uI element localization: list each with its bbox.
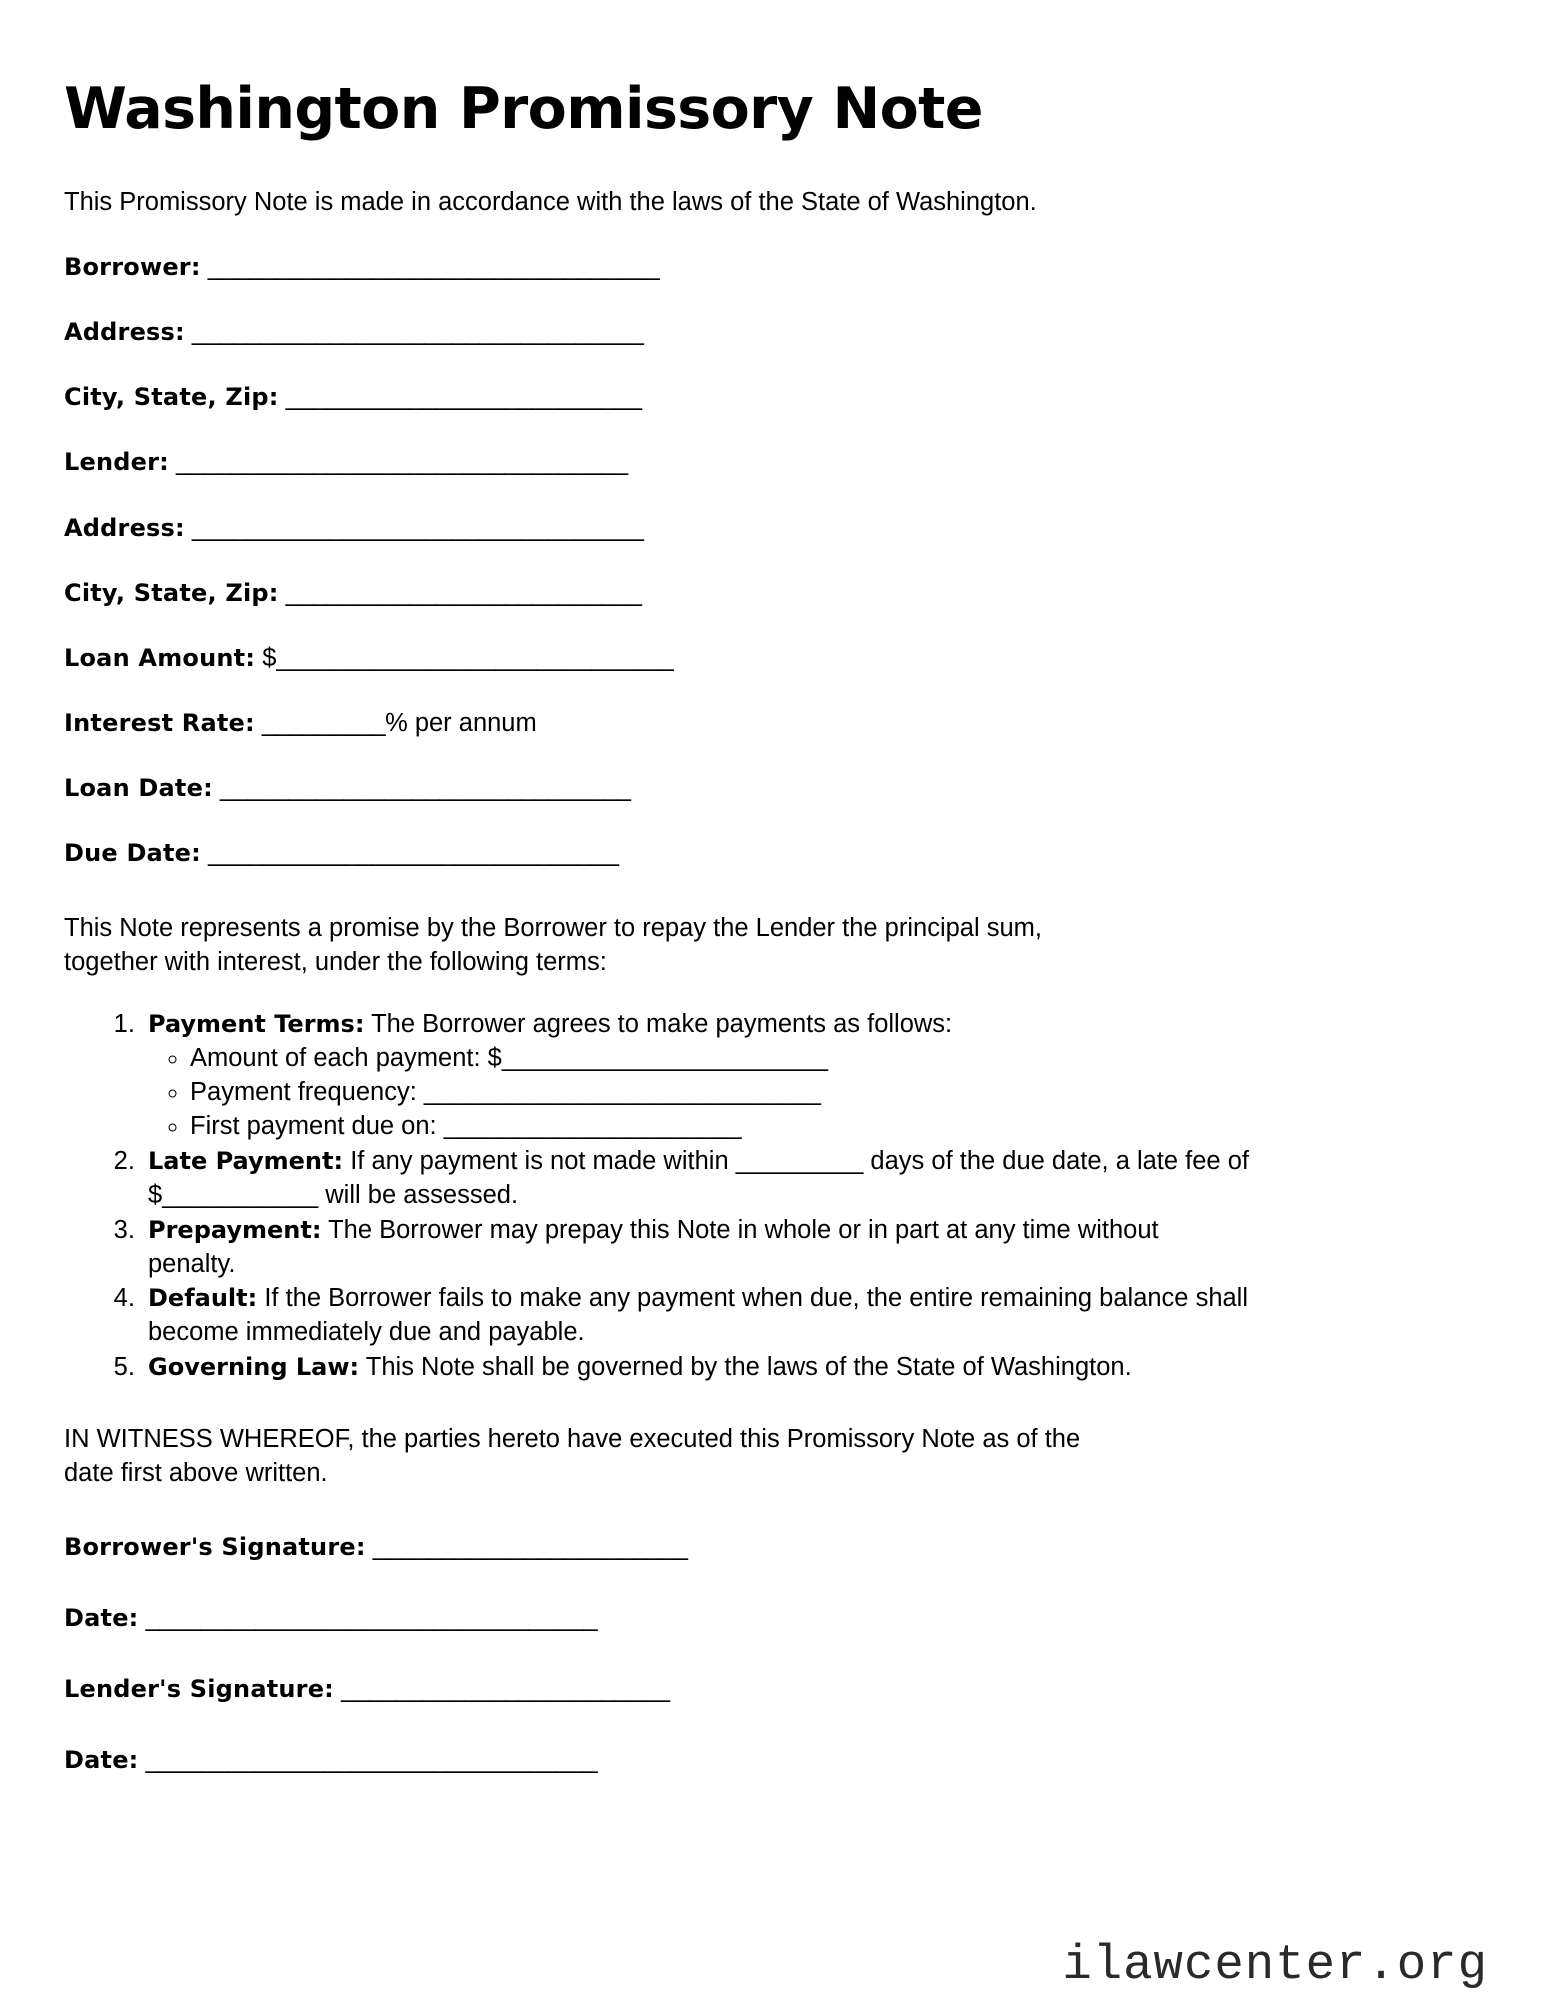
field-blank-interest-rate[interactable]: _________ [261, 708, 386, 737]
field-row-interest-rate [64, 707, 1482, 740]
term-text-default: If the Borrower fails to make any payment when due, the entire remaining balance shall become immediately due and payable. [148, 1284, 1249, 1347]
field-row-loan-amount [64, 642, 1482, 675]
party-fields-section [64, 251, 1482, 870]
field-row-lender-city-state-zip [64, 577, 1482, 610]
payment-terms-sublist [148, 1042, 1252, 1144]
term-label-governing-law: Governing Law: [148, 1353, 360, 1382]
signature-section [64, 1531, 1482, 1778]
term-item-payment-terms [142, 1008, 1252, 1144]
field-blank-borrower[interactable]: _________________________________ [207, 252, 660, 281]
field-blank-lender[interactable]: _________________________________ [176, 448, 628, 477]
site-watermark: ilawcenter.org [1062, 1937, 1488, 1993]
field-row-borrower-city-state-zip [64, 381, 1482, 414]
promise-paragraph: This Note represents a promise by the Borrower to repay the Lender the principal sum, together with interest, under the following terms: [64, 914, 1042, 977]
field-label-lender: Lender: [64, 448, 169, 477]
term-label-default: Default: [148, 1284, 258, 1313]
term-label-late-payment: Late Payment: [148, 1146, 344, 1175]
field-row-borrower-address [64, 316, 1482, 349]
term-text-prepayment: The Borrower may prepay this Note in whole or in part at any time without penalty. [148, 1215, 1159, 1278]
sig-blank-lender-date[interactable]: _________________________________ [145, 1746, 598, 1775]
sig-label-borrower-signature: Borrower's Signature: [64, 1532, 366, 1561]
term-item-prepayment [142, 1214, 1252, 1282]
page-title: Washington Promissory Note [64, 76, 983, 142]
sig-label-lender-date: Date: [64, 1746, 139, 1775]
field-suffix-interest-rate: % per annum [385, 708, 537, 737]
sig-row-borrower-signature [64, 1531, 1482, 1564]
term-label-payment-terms: Payment Terms: [148, 1010, 365, 1039]
field-blank-lender-address[interactable]: _________________________________ [191, 513, 644, 542]
sub-item-first-payment-due[interactable]: ◦ First payment due on: _____________________ [190, 1110, 1252, 1144]
field-label-due-date: Due Date: [64, 839, 201, 868]
term-item-late-payment [142, 1145, 1252, 1213]
terms-list [64, 1008, 1252, 1385]
field-label-borrower: Borrower: [64, 252, 201, 281]
sub-item-amount-each-payment[interactable]: ◦ Amount of each payment: $_______________________ [190, 1042, 1252, 1076]
field-blank-loan-amount[interactable]: _____________________________ [276, 643, 674, 672]
field-label-interest-rate: Interest Rate: [64, 708, 255, 737]
term-text-payment-terms: The Borrower agrees to make payments as follows: [371, 1010, 953, 1039]
term-label-prepayment: Prepayment: [148, 1215, 322, 1244]
term-text-governing-law: This Note shall be governed by the laws of the State of Washington. [365, 1353, 1132, 1382]
field-blank-lender-city-state-zip[interactable]: __________________________ [285, 578, 642, 607]
sig-label-borrower-date: Date: [64, 1604, 139, 1633]
field-label-lender-city-state-zip: City, State, Zip: [64, 578, 279, 607]
field-label-loan-date: Loan Date: [64, 774, 213, 803]
field-label-loan-amount: Loan Amount: [64, 643, 256, 672]
sig-row-lender-signature [64, 1673, 1482, 1706]
sig-blank-lender-signature[interactable]: ________________________ [341, 1675, 670, 1704]
sig-row-lender-date [64, 1744, 1482, 1777]
field-row-due-date [64, 837, 1482, 870]
field-blank-due-date[interactable]: ______________________________ [208, 839, 619, 868]
sig-label-lender-signature: Lender's Signature: [64, 1675, 334, 1704]
field-row-borrower [64, 251, 1482, 284]
term-item-governing-law [142, 1351, 1252, 1385]
field-label-borrower-address: Address: [64, 318, 185, 347]
field-label-lender-address: Address: [64, 513, 185, 542]
field-label-borrower-city-state-zip: City, State, Zip: [64, 383, 279, 412]
witness-paragraph: IN WITNESS WHEREOF, the parties hereto have executed this Promissory Note as of the date first above written. [64, 1425, 1081, 1488]
sig-blank-borrower-date[interactable]: _________________________________ [145, 1604, 598, 1633]
field-blank-borrower-address[interactable]: _________________________________ [191, 318, 644, 347]
field-row-loan-date [64, 772, 1482, 805]
sig-blank-borrower-signature[interactable]: _______________________ [372, 1532, 688, 1561]
intro-paragraph: This Promissory Note is made in accordance with the laws of the State of Washington. [64, 187, 1037, 216]
sub-item-payment-frequency[interactable]: ◦ Payment frequency: ____________________________ [190, 1076, 1252, 1110]
field-blank-loan-date[interactable]: ______________________________ [219, 774, 631, 803]
term-item-default [142, 1282, 1252, 1350]
currency-symbol: $ [262, 643, 277, 672]
field-row-lender-address [64, 512, 1482, 545]
field-blank-borrower-city-state-zip[interactable]: __________________________ [285, 383, 642, 412]
term-text-late-payment: If any payment is not made within _________ days of the due date, a late fee of $___________ will be assessed. [148, 1146, 1249, 1209]
sig-row-borrower-date [64, 1602, 1482, 1635]
field-row-lender [64, 446, 1482, 479]
